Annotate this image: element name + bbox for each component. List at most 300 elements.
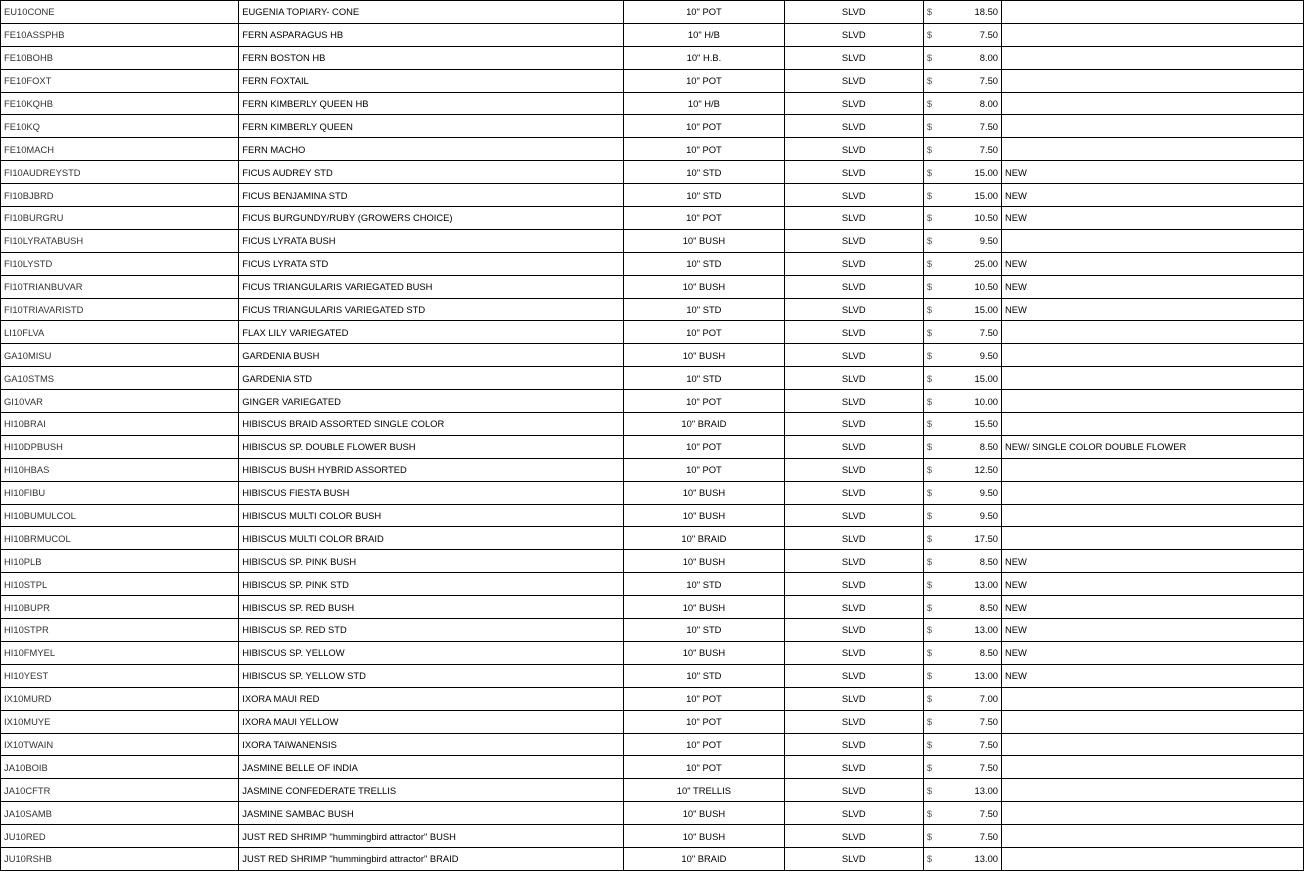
price-value (927, 396, 998, 407)
item-code-cell[interactable]: HI10STPL (1, 573, 239, 596)
item-size-cell[interactable]: 10" STD (624, 619, 785, 642)
table-row (1, 46, 1304, 69)
price-value (927, 167, 998, 178)
item-note-cell[interactable] (1002, 825, 1304, 848)
item-price-cell[interactable] (923, 1, 1001, 24)
item-price-cell[interactable] (923, 733, 1001, 756)
item-description-cell[interactable]: IXORA MAUI YELLOW (239, 710, 624, 733)
table-row (1, 573, 1304, 596)
item-description-cell[interactable]: FLAX LILY VARIEGATED (239, 321, 624, 344)
item-code-cell[interactable]: JA10BOIB (1, 756, 239, 779)
item-condition-cell[interactable]: SLVD (784, 69, 923, 92)
item-description-cell[interactable]: HIBISCUS BUSH HYBRID ASSORTED (239, 458, 624, 481)
item-note-cell[interactable]: NEW (1002, 619, 1304, 642)
item-code-cell[interactable]: JU10RSHB (1, 847, 239, 870)
item-condition-cell[interactable]: SLVD (784, 687, 923, 710)
price-amount: 7.50 (979, 75, 998, 87)
item-code-cell[interactable]: HI10STPR (1, 619, 239, 642)
item-condition-cell[interactable]: SLVD (784, 779, 923, 802)
item-description-cell[interactable]: FICUS LYRATA BUSH (239, 229, 624, 252)
currency-symbol: $ (926, 807, 933, 819)
item-condition-cell[interactable]: SLVD (784, 92, 923, 115)
item-price-cell[interactable] (923, 527, 1001, 550)
item-condition-cell[interactable]: SLVD (784, 390, 923, 413)
item-description-cell[interactable]: EUGENIA TOPIARY- CONE (239, 1, 624, 24)
table-row (1, 390, 1304, 413)
item-description-cell[interactable]: IXORA TAIWANENSIS (239, 733, 624, 756)
item-code-cell[interactable]: HI10DPBUSH (1, 435, 239, 458)
item-price-cell[interactable] (923, 550, 1001, 573)
table-row (1, 664, 1304, 687)
price-amount: 8.00 (979, 52, 998, 64)
price-value (927, 98, 998, 109)
item-size-cell[interactable]: 10" STD (624, 184, 785, 207)
item-price-cell[interactable] (923, 664, 1001, 687)
price-value (927, 739, 998, 750)
item-code-cell[interactable]: FE10KQHB (1, 92, 239, 115)
currency-symbol: $ (926, 784, 933, 796)
item-code-cell[interactable]: HI10BUPR (1, 596, 239, 619)
currency-symbol: $ (926, 6, 933, 18)
item-condition-cell[interactable]: SLVD (784, 802, 923, 825)
item-code-cell[interactable]: FI10LYRATABUSH (1, 229, 239, 252)
price-value (927, 190, 998, 201)
item-condition-cell[interactable]: SLVD (784, 321, 923, 344)
price-amount: 15.00 (974, 372, 998, 384)
price-amount: 8.50 (979, 601, 998, 613)
item-condition-cell[interactable]: SLVD (784, 573, 923, 596)
item-description-cell[interactable]: HIBISCUS SP. YELLOW (239, 641, 624, 664)
item-description-cell[interactable]: HIBISCUS FIESTA BUSH (239, 481, 624, 504)
item-price-cell[interactable] (923, 321, 1001, 344)
item-price-cell[interactable] (923, 847, 1001, 870)
item-size-cell[interactable]: 10" STD (624, 573, 785, 596)
item-price-cell[interactable] (923, 69, 1001, 92)
currency-symbol: $ (926, 487, 933, 499)
price-value (927, 510, 998, 521)
item-note-cell[interactable]: NEW (1002, 596, 1304, 619)
item-condition-cell[interactable]: SLVD (784, 664, 923, 687)
table-row (1, 413, 1304, 436)
table-row (1, 825, 1304, 848)
table-row (1, 344, 1304, 367)
item-note-cell[interactable] (1002, 46, 1304, 69)
item-note-cell[interactable] (1002, 458, 1304, 481)
item-size-cell[interactable]: 10" POT (624, 1, 785, 24)
item-condition-cell[interactable]: SLVD (784, 619, 923, 642)
item-condition-cell[interactable]: SLVD (784, 481, 923, 504)
table-row (1, 435, 1304, 458)
item-condition-cell[interactable]: SLVD (784, 115, 923, 138)
currency-symbol: $ (926, 212, 933, 224)
currency-symbol: $ (926, 98, 933, 109)
item-condition-cell[interactable]: SLVD (784, 207, 923, 230)
item-price-cell[interactable] (923, 802, 1001, 825)
item-price-cell[interactable] (923, 298, 1001, 321)
item-description-cell[interactable]: HIBISCUS SP. PINK BUSH (239, 550, 624, 573)
item-price-cell[interactable] (923, 23, 1001, 46)
price-amount: 13.00 (974, 670, 998, 682)
item-code-cell[interactable]: HI10HBAS (1, 458, 239, 481)
price-amount: 15.00 (974, 304, 998, 316)
item-condition-cell[interactable]: SLVD (784, 46, 923, 69)
item-condition-cell[interactable]: SLVD (784, 710, 923, 733)
item-size-cell[interactable]: 10" STD (624, 664, 785, 687)
item-size-cell[interactable]: 10" POT (624, 458, 785, 481)
item-condition-cell[interactable]: SLVD (784, 229, 923, 252)
item-code-cell[interactable]: HI10FMYEL (1, 641, 239, 664)
item-note-cell[interactable] (1002, 115, 1304, 138)
item-note-cell[interactable]: NEW (1002, 573, 1304, 596)
item-condition-cell[interactable]: SLVD (784, 184, 923, 207)
item-note-cell[interactable] (1002, 344, 1304, 367)
price-value (927, 808, 998, 819)
currency-symbol: $ (926, 143, 933, 155)
item-price-cell[interactable] (923, 275, 1001, 298)
item-price-cell[interactable] (923, 92, 1001, 115)
table-row (1, 23, 1304, 46)
item-code-cell[interactable]: FE10BOHB (1, 46, 239, 69)
item-price-cell[interactable] (923, 46, 1001, 69)
item-description-cell[interactable]: HIBISCUS SP. DOUBLE FLOWER BUSH (239, 435, 624, 458)
item-description-cell[interactable]: FERN FOXTAIL (239, 69, 624, 92)
item-description-cell[interactable]: GARDENIA BUSH (239, 344, 624, 367)
item-description-cell[interactable]: HIBISCUS SP. PINK STD (239, 573, 624, 596)
price-value (927, 304, 998, 315)
item-note-cell[interactable]: NEW/ SINGLE COLOR DOUBLE FLOWER (1002, 435, 1304, 458)
item-price-cell[interactable] (923, 458, 1001, 481)
price-amount: 10.00 (974, 395, 998, 407)
price-value (927, 52, 998, 63)
item-note-cell[interactable]: NEW (1002, 207, 1304, 230)
item-note-cell[interactable] (1002, 1, 1304, 24)
item-size-cell[interactable]: 10" POT (624, 435, 785, 458)
item-description-cell[interactable]: FICUS TRIANGULARIS VARIEGATED STD (239, 298, 624, 321)
currency-symbol: $ (926, 395, 933, 407)
item-size-cell[interactable]: 10" TRELLIS (624, 779, 785, 802)
currency-symbol: $ (926, 532, 933, 544)
item-size-cell[interactable]: 10" H/B (624, 23, 785, 46)
item-code-cell[interactable]: GA10STMS (1, 367, 239, 390)
price-value (927, 29, 998, 40)
item-note-cell[interactable]: NEW (1002, 184, 1304, 207)
item-code-cell[interactable]: LI10FLVA (1, 321, 239, 344)
table-row (1, 115, 1304, 138)
table-row (1, 733, 1304, 756)
item-code-cell[interactable]: IX10MUYE (1, 710, 239, 733)
item-code-cell[interactable]: IX10TWAIN (1, 733, 239, 756)
item-size-cell[interactable]: 10" BUSH (624, 504, 785, 527)
item-code-cell[interactable]: FI10LYSTD (1, 252, 239, 275)
item-note-cell[interactable] (1002, 92, 1304, 115)
item-code-cell[interactable]: FE10MACH (1, 138, 239, 161)
item-price-cell[interactable] (923, 435, 1001, 458)
item-size-cell[interactable]: 10" BUSH (624, 596, 785, 619)
item-size-cell[interactable]: 10" STD (624, 367, 785, 390)
price-value (927, 762, 998, 773)
item-description-cell[interactable]: FICUS BURGUNDY/RUBY (GROWERS CHOICE) (239, 207, 624, 230)
table-row (1, 92, 1304, 115)
table-row (1, 779, 1304, 802)
item-note-cell[interactable] (1002, 802, 1304, 825)
item-note-cell[interactable] (1002, 413, 1304, 436)
item-description-cell[interactable]: GINGER VARIEGATED (239, 390, 624, 413)
item-description-cell[interactable]: HIBISCUS MULTI COLOR BRAID (239, 527, 624, 550)
item-size-cell[interactable]: 10" POT (624, 115, 785, 138)
item-description-cell[interactable]: JASMINE SAMBAC BUSH (239, 802, 624, 825)
item-price-cell[interactable] (923, 481, 1001, 504)
item-description-cell[interactable]: FERN KIMBERLY QUEEN (239, 115, 624, 138)
item-note-cell[interactable] (1002, 756, 1304, 779)
item-note-cell[interactable] (1002, 321, 1304, 344)
price-amount: 25.00 (974, 258, 998, 270)
item-note-cell[interactable] (1002, 710, 1304, 733)
item-code-cell[interactable]: FI10BJBRD (1, 184, 239, 207)
item-price-cell[interactable] (923, 207, 1001, 230)
table-row (1, 1, 1304, 24)
price-amount: 13.00 (974, 784, 998, 796)
item-price-cell[interactable] (923, 756, 1001, 779)
item-note-cell[interactable] (1002, 527, 1304, 550)
item-condition-cell[interactable]: SLVD (784, 435, 923, 458)
item-code-cell[interactable]: HI10YEST (1, 664, 239, 687)
item-condition-cell[interactable]: SLVD (784, 344, 923, 367)
item-note-cell[interactable]: NEW (1002, 298, 1304, 321)
item-size-cell[interactable]: 10" POT (624, 756, 785, 779)
item-condition-cell[interactable]: SLVD (784, 161, 923, 184)
item-note-cell[interactable]: NEW (1002, 664, 1304, 687)
item-size-cell[interactable]: 10" POT (624, 710, 785, 733)
item-code-cell[interactable]: JU10RED (1, 825, 239, 848)
price-amount: 12.50 (974, 464, 998, 476)
item-note-cell[interactable] (1002, 687, 1304, 710)
item-condition-cell[interactable]: SLVD (784, 550, 923, 573)
item-condition-cell[interactable]: SLVD (784, 298, 923, 321)
item-code-cell[interactable]: FI10BURGRU (1, 207, 239, 230)
item-price-cell[interactable] (923, 619, 1001, 642)
item-price-cell[interactable] (923, 138, 1001, 161)
item-code-cell[interactable]: GI10VAR (1, 390, 239, 413)
price-list-body (1, 1, 1304, 871)
item-condition-cell[interactable]: SLVD (784, 367, 923, 390)
item-price-cell[interactable] (923, 252, 1001, 275)
item-size-cell[interactable]: 10" H/B (624, 92, 785, 115)
item-note-cell[interactable] (1002, 779, 1304, 802)
item-note-cell[interactable] (1002, 138, 1304, 161)
item-code-cell[interactable]: EU10CONE (1, 1, 239, 24)
item-note-cell[interactable] (1002, 229, 1304, 252)
price-value (927, 556, 998, 567)
item-code-cell[interactable]: FI10TRIANBUVAR (1, 275, 239, 298)
item-code-cell[interactable]: HI10BUMULCOL (1, 504, 239, 527)
item-price-cell[interactable] (923, 825, 1001, 848)
item-price-cell[interactable] (923, 413, 1001, 436)
item-size-cell[interactable]: 10" BRAID (624, 413, 785, 436)
item-code-cell[interactable]: HI10PLB (1, 550, 239, 573)
item-condition-cell[interactable]: SLVD (784, 138, 923, 161)
item-code-cell[interactable]: GA10MISU (1, 344, 239, 367)
item-code-cell[interactable]: IX10MURD (1, 687, 239, 710)
item-note-cell[interactable]: NEW (1002, 550, 1304, 573)
price-amount: 8.50 (979, 555, 998, 567)
item-condition-cell[interactable]: SLVD (784, 527, 923, 550)
item-note-cell[interactable] (1002, 367, 1304, 390)
item-note-cell[interactable] (1002, 23, 1304, 46)
item-size-cell[interactable]: 10" BUSH (624, 275, 785, 298)
item-price-cell[interactable] (923, 115, 1001, 138)
item-note-cell[interactable]: NEW (1002, 641, 1304, 664)
item-condition-cell[interactable]: SLVD (784, 275, 923, 298)
item-price-cell[interactable] (923, 596, 1001, 619)
item-condition-cell[interactable]: SLVD (784, 596, 923, 619)
item-size-cell[interactable]: 10" POT (624, 69, 785, 92)
item-price-cell[interactable] (923, 504, 1001, 527)
item-condition-cell[interactable]: SLVD (784, 825, 923, 848)
item-description-cell[interactable]: JASMINE CONFEDERATE TRELLIS (239, 779, 624, 802)
item-size-cell[interactable]: 10" POT (624, 687, 785, 710)
item-code-cell[interactable]: HI10BRAI (1, 413, 239, 436)
currency-symbol: $ (926, 304, 933, 316)
price-value (927, 579, 998, 590)
item-description-cell[interactable]: FICUS AUDREY STD (239, 161, 624, 184)
item-description-cell[interactable]: HIBISCUS MULTI COLOR BUSH (239, 504, 624, 527)
item-condition-cell[interactable]: SLVD (784, 252, 923, 275)
item-condition-cell[interactable]: SLVD (784, 641, 923, 664)
currency-symbol: $ (926, 189, 933, 201)
item-size-cell[interactable]: 10" BUSH (624, 344, 785, 367)
item-description-cell[interactable]: FICUS LYRATA STD (239, 252, 624, 275)
table-row (1, 367, 1304, 390)
currency-symbol: $ (926, 601, 933, 613)
item-size-cell[interactable]: 10" POT (624, 390, 785, 413)
item-description-cell[interactable]: FERN BOSTON HB (239, 46, 624, 69)
item-size-cell[interactable]: 10" POT (624, 321, 785, 344)
item-condition-cell[interactable]: SLVD (784, 756, 923, 779)
table-row (1, 458, 1304, 481)
item-price-cell[interactable] (923, 710, 1001, 733)
currency-symbol: $ (926, 693, 933, 705)
price-value (927, 693, 998, 704)
item-size-cell[interactable]: 10" BUSH (624, 229, 785, 252)
price-value (927, 785, 998, 796)
price-amount: 7.50 (979, 120, 998, 132)
item-description-cell[interactable]: HIBISCUS BRAID ASSORTED SINGLE COLOR (239, 413, 624, 436)
item-description-cell[interactable]: GARDENIA STD (239, 367, 624, 390)
item-code-cell[interactable]: HI10BRMUCOL (1, 527, 239, 550)
currency-symbol: $ (926, 716, 933, 728)
item-note-cell[interactable]: NEW (1002, 252, 1304, 275)
item-code-cell[interactable]: FE10FOXT (1, 69, 239, 92)
item-condition-cell[interactable]: SLVD (784, 413, 923, 436)
item-price-cell[interactable] (923, 390, 1001, 413)
item-description-cell[interactable]: JUST RED SHRIMP "hummingbird attractor" BUSH (239, 825, 624, 848)
item-size-cell[interactable]: 10" POT (624, 733, 785, 756)
item-price-cell[interactable] (923, 779, 1001, 802)
table-row (1, 550, 1304, 573)
item-description-cell[interactable]: HIBISCUS SP. RED STD (239, 619, 624, 642)
item-description-cell[interactable]: JUST RED SHRIMP "hummingbird attractor" BRAID (239, 847, 624, 870)
item-price-cell[interactable] (923, 687, 1001, 710)
item-condition-cell[interactable]: SLVD (784, 504, 923, 527)
item-size-cell[interactable]: 10" BRAID (624, 527, 785, 550)
price-amount: 10.50 (974, 281, 998, 293)
item-description-cell[interactable]: HIBISCUS SP. YELLOW STD (239, 664, 624, 687)
item-code-cell[interactable]: JA10CFTR (1, 779, 239, 802)
table-row (1, 481, 1304, 504)
item-price-cell[interactable] (923, 229, 1001, 252)
item-note-cell[interactable] (1002, 390, 1304, 413)
table-row (1, 138, 1304, 161)
item-size-cell[interactable]: 10" BUSH (624, 802, 785, 825)
price-amount: 13.00 (974, 578, 998, 590)
item-size-cell[interactable]: 10" POT (624, 138, 785, 161)
item-note-cell[interactable] (1002, 69, 1304, 92)
item-code-cell[interactable]: FE10KQ (1, 115, 239, 138)
item-description-cell[interactable]: FICUS TRIANGULARIS VARIEGATED BUSH (239, 275, 624, 298)
item-size-cell[interactable]: 10" STD (624, 252, 785, 275)
item-code-cell[interactable]: FI10AUDREYSTD (1, 161, 239, 184)
currency-symbol: $ (926, 738, 933, 750)
item-price-cell[interactable] (923, 184, 1001, 207)
table-row (1, 710, 1304, 733)
item-condition-cell[interactable]: SLVD (784, 733, 923, 756)
item-size-cell[interactable]: 10" BUSH (624, 481, 785, 504)
item-note-cell[interactable] (1002, 481, 1304, 504)
item-description-cell[interactable]: FERN MACHO (239, 138, 624, 161)
item-size-cell[interactable]: 10" H.B. (624, 46, 785, 69)
item-description-cell[interactable]: FERN KIMBERLY QUEEN HB (239, 92, 624, 115)
item-size-cell[interactable]: 10" BUSH (624, 550, 785, 573)
item-size-cell[interactable]: 10" STD (624, 161, 785, 184)
item-price-cell[interactable] (923, 367, 1001, 390)
item-price-cell[interactable] (923, 161, 1001, 184)
item-note-cell[interactable] (1002, 504, 1304, 527)
item-note-cell[interactable]: NEW (1002, 275, 1304, 298)
item-size-cell[interactable]: 10" POT (624, 207, 785, 230)
item-note-cell[interactable]: NEW (1002, 161, 1304, 184)
item-code-cell[interactable]: FE10ASSPHB (1, 23, 239, 46)
price-amount: 15.00 (974, 166, 998, 178)
price-amount: 13.00 (974, 624, 998, 636)
item-price-cell[interactable] (923, 344, 1001, 367)
item-code-cell[interactable]: FI10TRIAVARISTD (1, 298, 239, 321)
price-value (927, 6, 998, 17)
item-description-cell[interactable]: JASMINE BELLE OF INDIA (239, 756, 624, 779)
price-value (927, 327, 998, 338)
item-size-cell[interactable]: 10" BRAID (624, 847, 785, 870)
price-amount: 18.50 (974, 6, 998, 18)
item-description-cell[interactable]: FERN ASPARAGUS HB (239, 23, 624, 46)
price-amount: 8.50 (979, 441, 998, 453)
item-condition-cell[interactable]: SLVD (784, 458, 923, 481)
item-condition-cell[interactable]: SLVD (784, 23, 923, 46)
item-condition-cell[interactable]: SLVD (784, 1, 923, 24)
item-description-cell[interactable]: HIBISCUS SP. RED BUSH (239, 596, 624, 619)
item-note-cell[interactable] (1002, 733, 1304, 756)
item-code-cell[interactable]: JA10SAMB (1, 802, 239, 825)
item-description-cell[interactable]: FICUS BENJAMINA STD (239, 184, 624, 207)
item-size-cell[interactable]: 10" BUSH (624, 641, 785, 664)
item-size-cell[interactable]: 10" BUSH (624, 825, 785, 848)
item-note-cell[interactable] (1002, 847, 1304, 870)
item-code-cell[interactable]: HI10FIBU (1, 481, 239, 504)
item-price-cell[interactable] (923, 573, 1001, 596)
item-price-cell[interactable] (923, 641, 1001, 664)
item-size-cell[interactable]: 10" STD (624, 298, 785, 321)
item-condition-cell[interactable]: SLVD (784, 847, 923, 870)
item-description-cell[interactable]: IXORA MAUI RED (239, 687, 624, 710)
currency-symbol: $ (926, 464, 933, 476)
